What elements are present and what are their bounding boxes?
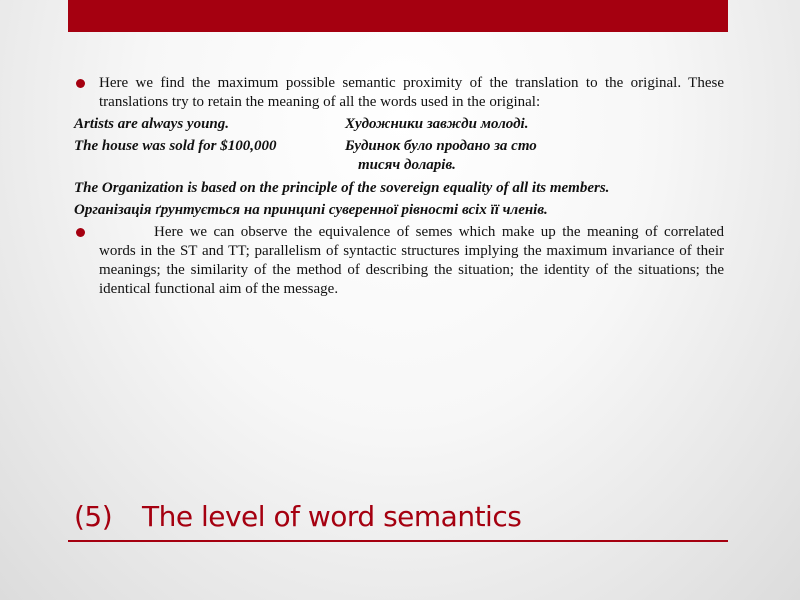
example-2-ukrainian <box>345 137 585 175</box>
example-2-ukrainian-line-2: тисяч доларів. <box>358 157 456 173</box>
example-2-english: The house was sold for $100,000 <box>74 138 277 154</box>
example-1 <box>74 115 724 135</box>
paragraph-1-text: Here we find the maximum possible semantic proximity of the translation to the original. These translations try to retain the meaning of all the words used in the original: <box>99 75 724 110</box>
example-3-ukrainian: Організація ґрунтується на принципі суверенної рівності всіх її членів. <box>74 202 548 218</box>
example-2 <box>74 137 724 176</box>
top-accent-bar <box>68 0 728 32</box>
slide-body <box>74 74 724 299</box>
bullet-paragraph-2 <box>74 223 724 299</box>
slide-title <box>74 500 521 533</box>
slide-title-text: The level of word semantics <box>142 500 522 533</box>
example-1-ukrainian: Художники завжди молоді. <box>345 116 529 132</box>
example-3-english: The Organization is based on the principle of the sovereign equality of all its members. <box>74 180 610 196</box>
paragraph-2-text: Here we can observe the equivalence of semes which make up the meaning of correlated words in the ST and TT; parallelism of syntactic structures implying the maximum invariance of their meanings; the similarity of the method of describing the situation; the identity of the situations; the identical functional aim of the message. <box>99 224 724 297</box>
bullet-paragraph-1 <box>74 74 724 112</box>
bullet-dot-icon <box>76 228 85 237</box>
bullet-dot-icon <box>76 79 85 88</box>
slide-title-number: (5) <box>74 500 113 533</box>
title-underline <box>68 540 728 542</box>
example-2-ukrainian-line-1: Будинок було продано за сто <box>345 138 537 154</box>
example-1-english: Artists are always young. <box>74 116 230 132</box>
